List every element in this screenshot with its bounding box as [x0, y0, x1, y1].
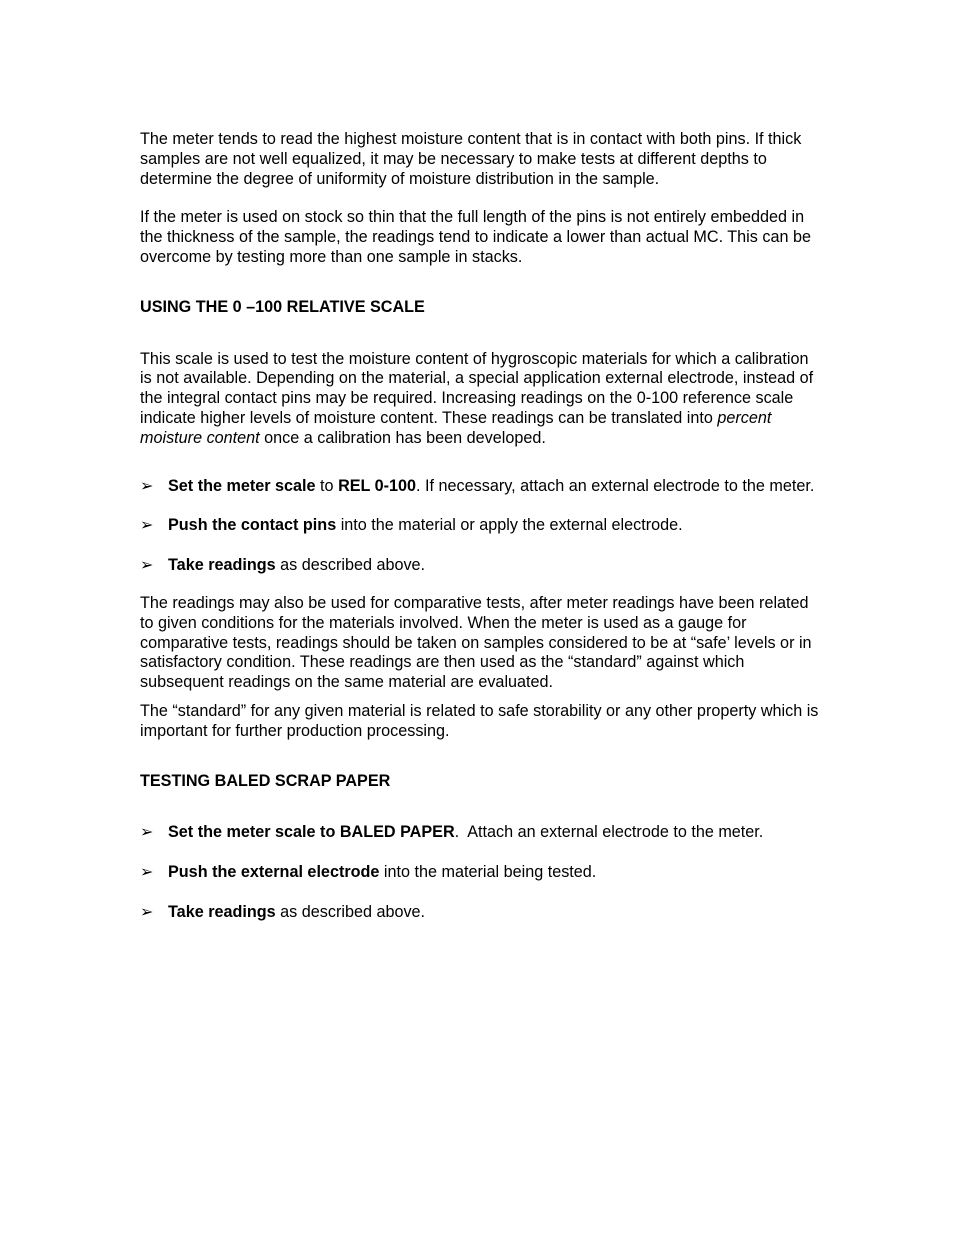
bullet-text-rest: . Attach an external electrode to the meter.	[454, 823, 764, 842]
bullet-text-rest: into the material or apply the external electrode.	[336, 516, 683, 535]
paragraph-standard: The “standard” for any given material is related to safe storability or any other property which is important for further production processing.	[140, 701, 819, 740]
paragraph-relative-scale-italic: percent moisture content	[140, 408, 772, 447]
paragraph-relative-scale	[140, 350, 820, 449]
list-item	[140, 556, 820, 576]
bullet-bold: Set the meter scale to BALED PAPER	[168, 823, 455, 842]
list-item	[140, 863, 820, 883]
arrow-bullet-icon: ➢	[140, 902, 154, 921]
bullet-text-rest: . If necessary, attach an external electrode to the meter.	[416, 476, 815, 495]
list-item	[140, 477, 820, 497]
paragraph-thin-stock: If the meter is used on stock so thin that the full length of the pins is not entirely embedded in the thickness of the sample, the readings tend to indicate a lower than actual MC. This can be overcome by testing more than one sample in stacks.	[140, 208, 811, 266]
bullet-text: to	[315, 476, 339, 495]
list-item	[140, 823, 820, 843]
bullet-bold: Push the contact pins	[168, 516, 337, 535]
arrow-bullet-icon: ➢	[140, 823, 154, 842]
bullet-bold: Take readings	[168, 902, 276, 921]
bullet-text-rest: as described above.	[275, 902, 426, 921]
paragraph-relative-scale-text: This scale is used to test the moisture content of hygroscopic materials for which a calibration is not available. Depending on the material, a special application external electrode, instead of the integral contact pins may be required. Increasing readings on the 0-100 reference scale indicate higher levels of moisture content. These readings can be translated into	[140, 349, 814, 427]
paragraph-comparative-tests: The readings may also be used for comparative tests, after meter readings have been related to given conditions for the materials involved. When the meter is used as a gauge for comparative tests, readings should be taken on samples considered to be at “safe’ levels or in satisfactory condition. These readings are then used as the “standard” against which subsequent readings on the same material are evaluated.	[140, 593, 812, 692]
bullet-bold: Set the meter scale	[168, 476, 316, 495]
arrow-bullet-icon: ➢	[140, 476, 154, 495]
bullet-text-rest: as described above.	[275, 556, 426, 575]
bullet-bold: Take readings	[168, 556, 276, 575]
paragraph-pin-contact: The meter tends to read the highest moisture content that is in contact with both pins. If thick samples are not well equalized, it may be necessary to make tests at different depths to determine the degree of uniformity of moisture distribution in the sample.	[140, 130, 802, 188]
arrow-bullet-icon: ➢	[140, 556, 154, 575]
arrow-bullet-icon: ➢	[140, 516, 154, 535]
document-page	[140, 130, 820, 943]
paragraph-relative-scale-end: once a calibration has been developed.	[259, 428, 546, 447]
bullet-bold: Push the external electrode	[168, 863, 380, 882]
heading-baled-paper: TESTING BALED SCRAP PAPER	[140, 771, 391, 790]
heading-relative-scale: USING THE 0 –100 RELATIVE SCALE	[140, 297, 425, 316]
list-item	[140, 903, 820, 923]
bullet-bold-2: REL 0-100	[338, 476, 417, 495]
list-item	[140, 516, 820, 536]
arrow-bullet-icon: ➢	[140, 863, 154, 882]
bullet-text-rest: into the material being tested.	[379, 863, 597, 882]
